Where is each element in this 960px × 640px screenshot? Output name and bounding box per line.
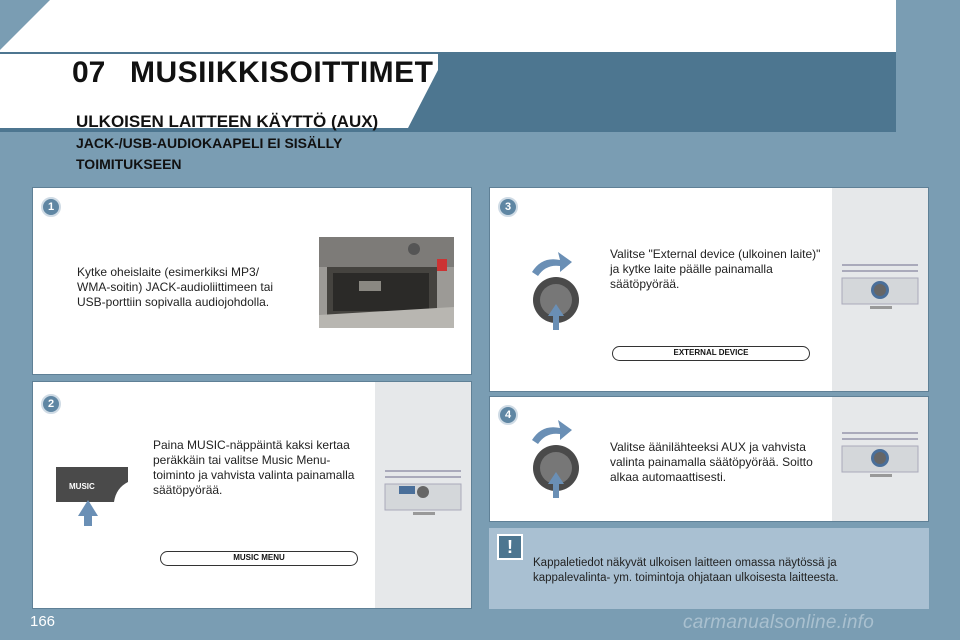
step-2-text: Paina MUSIC-näppäintä kaksi kertaa peräkkäin tai valitse Music Menu-toiminto ja vahvista valinta painamalla säätöpyörää. <box>153 438 355 497</box>
step-3-text: Valitse "External device (ulkoinen laite)" ja kytke laite päälle painamalla säätöpyörää. <box>610 247 821 291</box>
glovebox-photo <box>319 237 454 328</box>
chapter-title: MUSIIKKISOITTIMET <box>130 56 434 89</box>
radio-panel-graphic <box>840 426 920 484</box>
section-title: ULKOISEN LAITTEEN KÄYTTÖ (AUX) <box>76 112 379 131</box>
music-button-label: MUSIC <box>69 482 95 491</box>
external-device-label: EXTERNAL DEVICE <box>612 346 810 361</box>
section-subtitle: JACK-/USB-AUDIOKAAPELI EI SISÄLLY TOIMITUKSEEN <box>76 135 343 172</box>
radio-panel-graphic <box>383 464 463 522</box>
step-3-badge: 3 <box>498 197 518 217</box>
step-2-badge: 2 <box>41 394 61 414</box>
music-menu-label: MUSIC MENU <box>160 551 358 566</box>
chapter-number: 07 <box>72 56 106 89</box>
step-4-badge: 4 <box>498 405 518 425</box>
note-text: Kappaletiedot näkyvät ulkoisen laitteen omassa näytössä ja kappalevalinta- ym. toimintoja ohjataan ulkoisesta laitteesta. <box>533 557 839 584</box>
step-1-badge: 1 <box>41 197 61 217</box>
rotary-knob-icon <box>524 250 584 332</box>
step-4-text: Valitse äänilähteeksi AUX ja vahvista valinta painamalla säätöpyörää. Soitto alkaa automaattisesti. <box>610 440 813 484</box>
page-number: 166 <box>30 613 56 630</box>
rotary-knob-icon <box>524 418 584 500</box>
radio-panel-graphic <box>840 258 920 316</box>
music-button-graphic <box>56 464 128 528</box>
watermark: carmanualsonline.info <box>683 612 875 633</box>
step-1-text: Kytke oheislaite (esimerkiksi MP3/ WMA-soitin) JACK-audioliittimeen tai USB-porttiin sopivalla audiojohdolla. <box>77 265 274 309</box>
warning-icon: ! <box>497 534 523 560</box>
